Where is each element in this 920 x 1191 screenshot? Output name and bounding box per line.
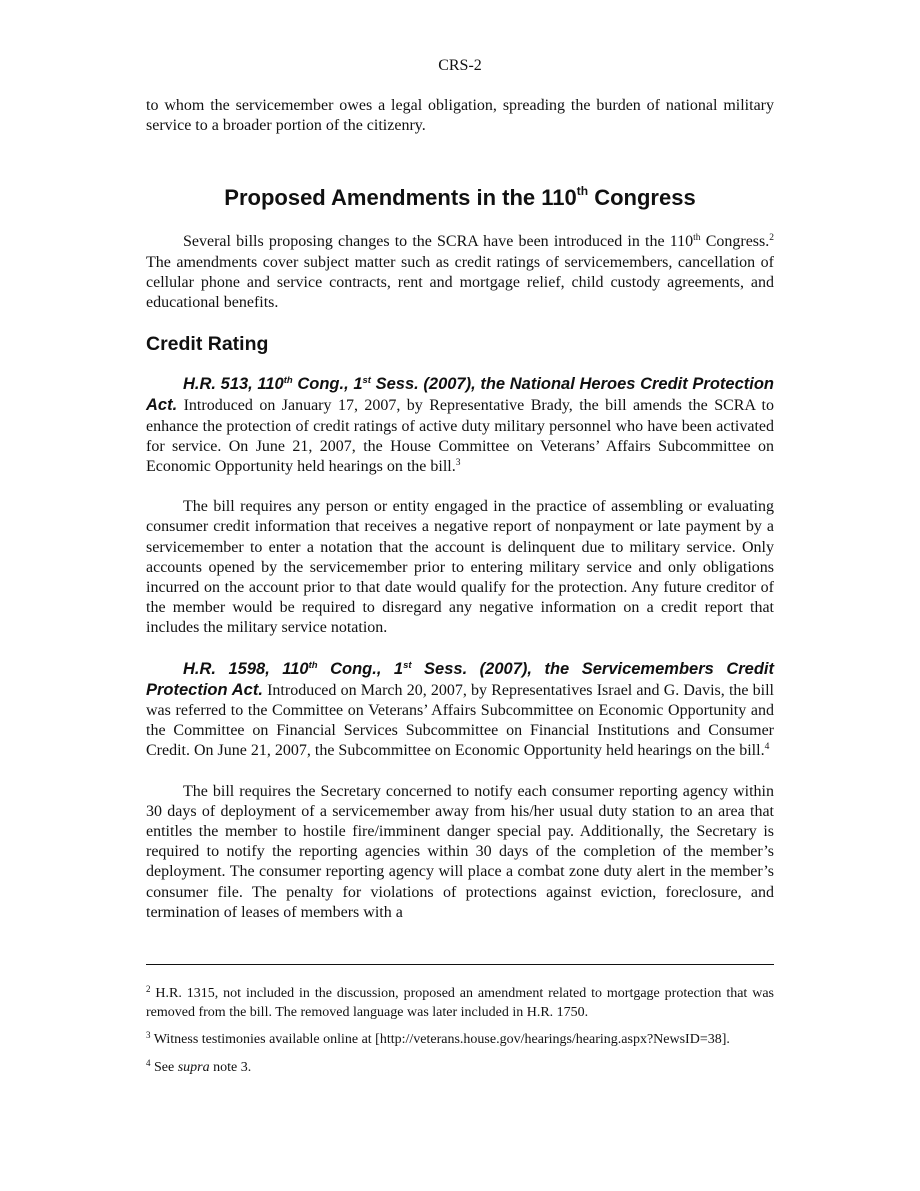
footnote-ref-4: 4 xyxy=(764,742,770,753)
bill-title: H.R. 1598, 110th Cong., 1st Sess. (2007), the Servicemembers Credit Protection Act. xyxy=(146,659,774,699)
intro-paragraph: to whom the servicemember owes a legal obligation, spreading the burden of national military service to a broader portion of the citizenry. xyxy=(146,97,774,135)
bill-hr1598-paragraph: H.R. 1598, 110th Cong., 1st Sess. (2007), the Servicemembers Credit Protection Act. Introduced on March 20, 2007, by Representatives Israel and G. Davis, the bill was referred to the Committee on Veterans’ Affairs Subcommittee on Economic Opportunity and the Committee on Financial Services Subcommittee on Financial Institutions and Consumer Credit. On June 21, 2007, the Subcommittee on Economic Opportunity held hearings on the bill.$^4$ xyxy=(146,659,775,760)
footnote-ref-2: 2 xyxy=(769,233,774,244)
footnote-3: $^3$ Witness testimonies available online at [http://veterans.house.gov/hearings/hearing.aspx?NewsID=38]. xyxy=(146,1030,730,1047)
bill-hr1598-details: The bill requires the Secretary concerned to notify each consumer reporting agency within 30 days of deployment of a servicemember away from his/her usual duty station to an area that entitles the member to hostile fire/imminent danger special pay. Additionally, the Secretary is required to notify the reporting agencies within 30 days of the completion of the member’s deployment. The consumer reporting agency will place a combat zone duty alert in the member’s consumer file. The penalty for violations of protections against eviction, foreclosure, and termination of leases of members with a xyxy=(146,782,774,921)
footnote-divider xyxy=(146,964,774,965)
footnotes xyxy=(146,985,774,1086)
bill-title: H.R. 513, 110th Cong., 1st Sess. (2007), the National Heroes Credit Protection Act. xyxy=(146,375,774,415)
bill-hr513-paragraph: H.R. 513, 110th Cong., 1st Sess. (2007), the National Heroes Credit Protection Act. Introduced on January 17, 2007, by Representative Brady, the bill amends the SCRA to enhance the protection of credit ratings of active duty military personnel who have been activated for service. On June 21, 2007, the House Committee on Veterans’ Affairs Subcommittee on Economic Opportunity held hearings on the bill.$^3$ xyxy=(146,375,774,476)
bill-hr513-details: The bill requires any person or entity engaged in the practice of assembling or evaluating consumer credit information that receives a negative report of nonpayment or late payment by a servicemember to enter a notation that the account is delinquent due to military service. Only accounts opened by the servicemember prior to entering military service and only obligations incurred on the account prior to that date would qualify for the protection. Any future creditor of the member would be required to disregard any negative information on a credit report that includes the military service notation. xyxy=(146,498,774,637)
footnote-ref-3: 3 xyxy=(455,458,461,469)
footnote-4: $^4$ See supra note 3. xyxy=(146,1057,252,1075)
footnote-2: $^2$ H.R. 1315, not included in the discussion, proposed an amendment related to mortgage protection that was removed from the bill. The removed language was later included in H.R. 1750. xyxy=(146,984,774,1020)
page-number: CRS-2 xyxy=(438,57,482,74)
section-intro-paragraph: Several bills proposing changes to the SCRA have been introduced in the 110th Congress.$^2$ The amendments cover subject matter such as credit ratings of servicemembers, cancellation of cellular phone and service contracts, rent and mortgage relief, child custody agreements, and educational benefits. xyxy=(146,233,774,312)
section-heading: Proposed Amendments in the 110th Congress xyxy=(224,184,696,211)
subsection-heading: Credit Rating xyxy=(146,333,269,356)
document-body xyxy=(146,96,774,923)
